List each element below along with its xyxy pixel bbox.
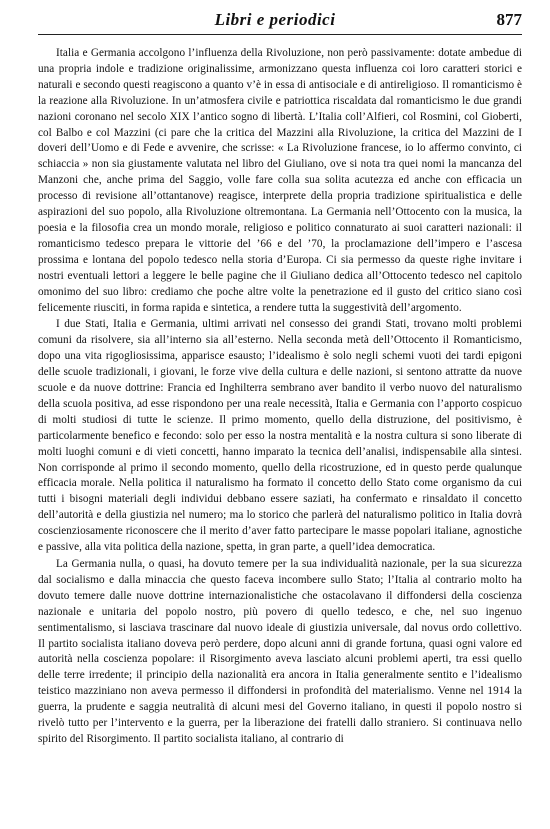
paragraph-1: Italia e Germania accolgono l’influenza della Rivoluzione, non però passivamente: dotate ambedue di una propria indole e tradizione originalissime, armonizzano questa influenza coi loro caratteri storici e naturali e secondo questi reagiscono a quanto v’è in essa di antisociale e di antireligioso. Il romanticismo è la reazione alla Rivoluzione. In un’atmosfera civile e patriottica riscaldata dal romanticismo le due grandi nazioni coronano nel secolo XIX l’antico sogno di libertà. L’Italia coll’Alfieri, col Rosmini, col Gioberti, col Balbo e col Mazzini (ci pare che la critica del Mazzini alla Rivoluzione, la critica del Mazzini de I doveri dell’Uomo e di Fede e avvenire, che scrisse: « La Rivoluzione francese, io lo affermo convinto, ci schiaccia » non sia giustamente valutata nel libro del Giuliano, ove si nota tra quei nomi la mancanza del Manzoni che, anche prima del Saggio, volle fare colla sua solita acutezza ed anche con efficacia un processo di revisione all’ottantanove) reagisce, interprete della propria tradizione spiritualistica e delle aspirazioni del suo popolo, alla Rivoluzione oltremontana. La Germania nell’Ottocento con la musica, la poesia e la filosofia crea un mondo morale, religioso e politico connaturato ai suoi caratteri nazionali: il romanticismo tedesco prepara le vittorie del ’66 e del ’70, la proclamazione dell’impero e l’ascesa prossima e lontana del popolo tedesco nella storia d’Europa. Ci sia permesso da queste righe invitare i nostri eventuali lettori a leggere le belle pagine che il Giuliano dedica all’Ottocento tedesco nel capitolo omonimo del suo libro: crediamo che poche altre volte la penetrazione ed il gusto del critico siano così felicemente riusciti, in forma rapida e sintetica, a rendere tutta la suggestività dell’argomento. [38, 47, 522, 314]
running-head [0, 0, 550, 36]
paragraph-3: La Germania nulla, o quasi, ha dovuto temere per la sua individualità nazionale, per la sua sicurezza dal socialismo e dalla minaccia che questo faceva incombere sullo Stato; l’Italia al contrario molto ha dovuto temere dalle nuove dottrine internazionalistiche che ostacolavano il diffondersi della coscienza nazionale e unitaria del popolo nostro, più povero di quello tedesco, e che, nel suo ingenuo sentimentalismo, si lasciava trascinare dal nuovo ideale di giustizia universale, dal novus ordo collettivo. Il partito socialista italiano doveva però perdere, dopo alcuni anni di grande fortuna, quasi ogni valore ed autorità nella coscienza popolare: il Risorgimento aveva lasciato alcuni problemi aperti, tra essi quello delle terre irredente; il principio della nazionalità era ancora in Italia generalmente sentito e l’idealismo teistico mazziniano non aveva permesso il diffondersi in profondità del materialismo. Venne nel 1914 la guerra, la prudente e saggia neutralità di alcuni mesi del Governo italiano, in questi il popolo nostro si rivelò tutto per l’intervento e la guerra, per la liberazione dei fratelli dallo straniero. Si continuava nello spirito del Risorgimento. Il partito socialista italiano, al contrario di [38, 558, 522, 745]
paragraph-2: I due Stati, Italia e Germania, ultimi arrivati nel consesso dei grandi Stati, trovano molti problemi comuni da risolvere, sia all’interno sia all’esterno. Nella seconda metà dell’Ottocento il Romanticismo, dopo una vita rigogliosissima, apparisce esausto; l’idealismo è solo negli schemi vuoti dei tardi epigoni delle scuole tradizionali, i giovani, le forze vive della cultura e delle nazioni, si sentono attratte da nuove scuole e da nuove dottrine: Francia ed Inghilterra sembrano aver bandito il verbo nuovo del naturalismo della scuola positiva, ad esse rispondono per una reale necessità, Italia e Germania con l’apporto cospicuo di molti studiosi di tutte le scienze. Il primo momento, quello della distruzione, del positivismo, è particolarmente benefico e fecondo: solo per esso la nostra mentalità e la nostra cultura si sono liberate di molti luoghi comuni e di vieti concetti, hanno imparato la tecnica dell’analisi, indispensabile alla sintesi. Non corrisponde al primo il secondo momento, quello della ricostruzione, ed in questo perde qualunque efficacia morale. Nella politica il naturalismo ha formato il concetto dello Stato come organismo da cui tutti i bisogni materiali degli individui debbano essere saziati, ha confermato e rinsaldato il concetto dell’autorità e della giustizia nel numero; ma lo storico che parlerà del naturalismo politico in Italia dovrà coscienziosamente riconoscere che il merito d’aver fatto partecipare le masse popolari italiane, agnostiche e passive, alla vita politica della nazione, spetta, in gran parte, a quell’idea democratica. [38, 318, 522, 554]
page-number: 877 [496, 10, 522, 29]
running-title: Libri e periodici [214, 10, 336, 29]
body-text [38, 46, 522, 748]
header-rule [38, 34, 522, 35]
